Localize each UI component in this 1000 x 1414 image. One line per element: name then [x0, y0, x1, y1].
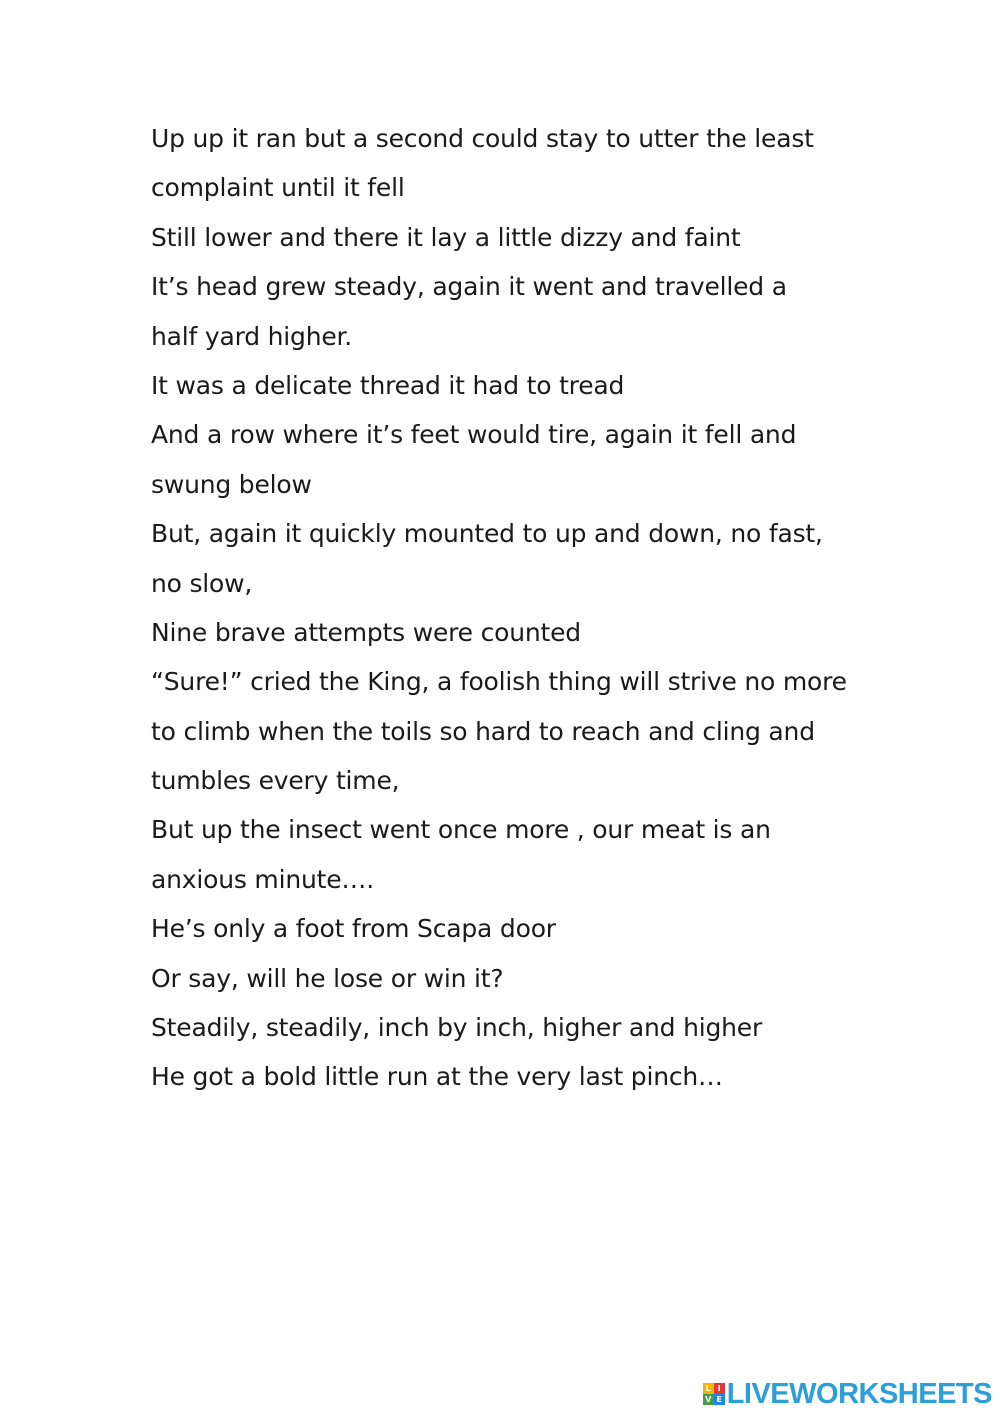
poem-line: But up the insect went once more , our meat is an: [151, 815, 771, 845]
poem-line: It was a delicate thread it had to tread: [151, 370, 625, 400]
poem-line: Nine brave attempts were counted: [151, 617, 581, 647]
poem-line: to climb when the toils so hard to reach and cling and: [151, 716, 815, 746]
watermark-text: LIVEWORKSHEETS: [726, 1377, 992, 1410]
poem-line: But, again it quickly mounted to up and down, no fast,: [151, 519, 823, 549]
poem-text: [151, 114, 881, 1102]
poem-line: Or say, will he lose or win it?: [151, 963, 504, 993]
poem-line: It’s head grew steady, again it went and travelled a: [151, 272, 787, 302]
poem-line: “Sure!” cried the King, a foolish thing will strive no more: [151, 667, 847, 697]
poem-line: Still lower and there it lay a little dizzy and faint: [151, 222, 741, 252]
logo-letter-tile: E: [714, 1394, 725, 1405]
poem-line: He got a bold little run at the very last pinch…: [151, 1062, 723, 1092]
poem-line: Steadily, steadily, inch by inch, higher and higher: [151, 1013, 763, 1043]
poem-line: He’s only a foot from Scapa door: [151, 914, 556, 944]
poem-line: And a row where it’s feet would tire, again it fell and: [151, 420, 797, 450]
poem-line: no slow,: [151, 568, 253, 598]
poem-line: anxious minute….: [151, 864, 374, 894]
liveworksheets-logo-icon: [703, 1383, 725, 1405]
poem-line: half yard higher.: [151, 321, 353, 351]
poem-line: tumbles every time,: [151, 766, 400, 796]
logo-letter-tile: L: [703, 1383, 714, 1394]
poem-line: complaint until it fell: [151, 173, 405, 203]
logo-letter-tile: I: [714, 1383, 725, 1394]
liveworksheets-watermark: [703, 1374, 992, 1414]
poem-line: swung below: [151, 469, 312, 499]
logo-letter-tile: V: [703, 1394, 714, 1405]
poem-line: Up up it ran but a second could stay to utter the least: [151, 124, 814, 153]
